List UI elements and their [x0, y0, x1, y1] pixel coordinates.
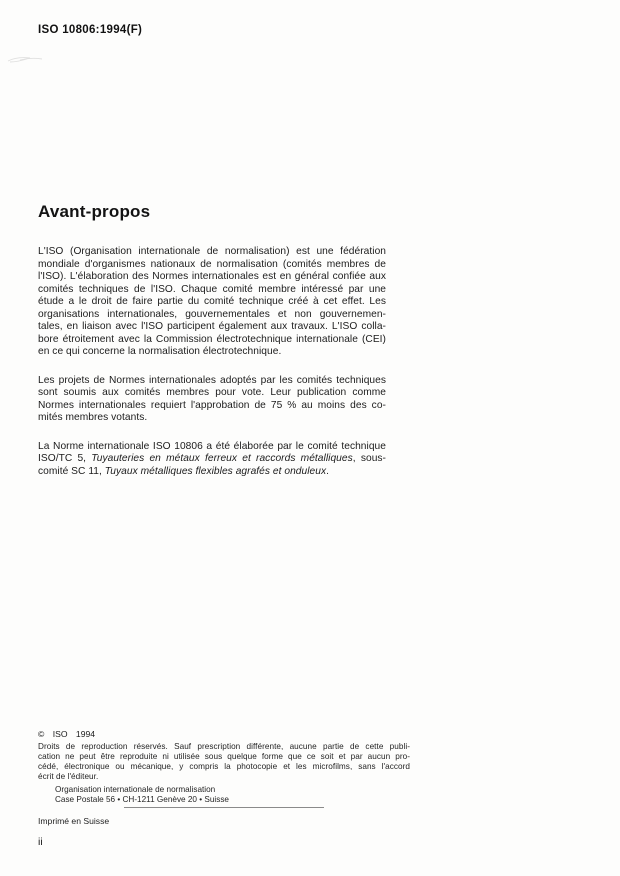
text-line: l'ISO). L'élaboration des Normes internationales est en général confiée aux [38, 271, 386, 282]
text-line: écrit de l'éditeur. [38, 772, 99, 781]
text-line: cédé, électronique ou mécanique, y compris la photocopie et les microfilms, sans l'accord [38, 762, 410, 771]
paragraph [38, 246, 386, 359]
imprint-block [38, 729, 410, 826]
text-line: organisations internationales, gouvernementales et non gouvernemen- [38, 308, 386, 320]
rights-statement [38, 742, 410, 782]
text-line: cation ne peut être reproduite ni utilisée sous quelque forme que ce soit et par aucun pro- [38, 752, 410, 761]
text-line: bore étroitement avec la Commission électrotechnique internationale (CEI) [38, 333, 386, 345]
foreword-body [38, 246, 386, 478]
text-line: Organisation internationale de normalisation [55, 785, 216, 794]
scan-smudge-artifact [6, 52, 46, 66]
text-line: comité SC 11, Tuyaux métalliques flexibles agrafés et onduleux. [38, 465, 330, 477]
imprint-divider [124, 807, 324, 808]
text-line: comités techniques de l'ISO. Chaque comité membre intéressé par une [38, 283, 386, 295]
printed-in-notice: Imprimé en Suisse [38, 816, 110, 826]
text-line: La Norme internationale ISO 10806 a été élaborée par le comité technique [38, 440, 386, 452]
paragraph [38, 375, 386, 425]
text-line: mités membres votants. [38, 412, 148, 423]
text-line: sont soumis aux comités membres pour vote. Leur publication comme [38, 387, 386, 398]
text-line: Droits de reproduction réservés. Sauf prescription différente, aucune partie de cette publi- [38, 742, 410, 751]
document-reference: ISO 10806:1994(F) [38, 24, 143, 36]
foreword-title: Avant-propos [38, 202, 151, 221]
paragraph [38, 441, 386, 479]
text-line: Les projets de Normes internationales adoptés par les comités techniques [38, 374, 386, 386]
text-line: tales, en liaison avec l'ISO participent également aux travaux. L'ISO colla- [38, 321, 386, 332]
text-line: L'ISO (Organisation internationale de normalisation) est une fédération [38, 246, 386, 257]
text-line: en ce qui concerne la normalisation électrotechnique. [38, 346, 282, 357]
text-line: mondiale d'organismes nationaux de normalisation (comités membres de [38, 258, 386, 270]
text-line: étude a le droit de faire partie du comité technique créé à cet effet. Les [38, 296, 386, 307]
publisher-address [55, 785, 410, 805]
text-line: Case Postale 56 • CH-1211 Genève 20 • Suisse [55, 795, 229, 804]
text-line: Normes internationales requiert l'approbation de 75 % au moins des co- [38, 399, 386, 411]
page-number: ii [38, 836, 43, 848]
copyright-notice: © ISO 1994 [38, 729, 96, 739]
text-line: ISO/TC 5, Tuyauteries en métaux ferreux et raccords métalliques, sous- [38, 453, 386, 464]
